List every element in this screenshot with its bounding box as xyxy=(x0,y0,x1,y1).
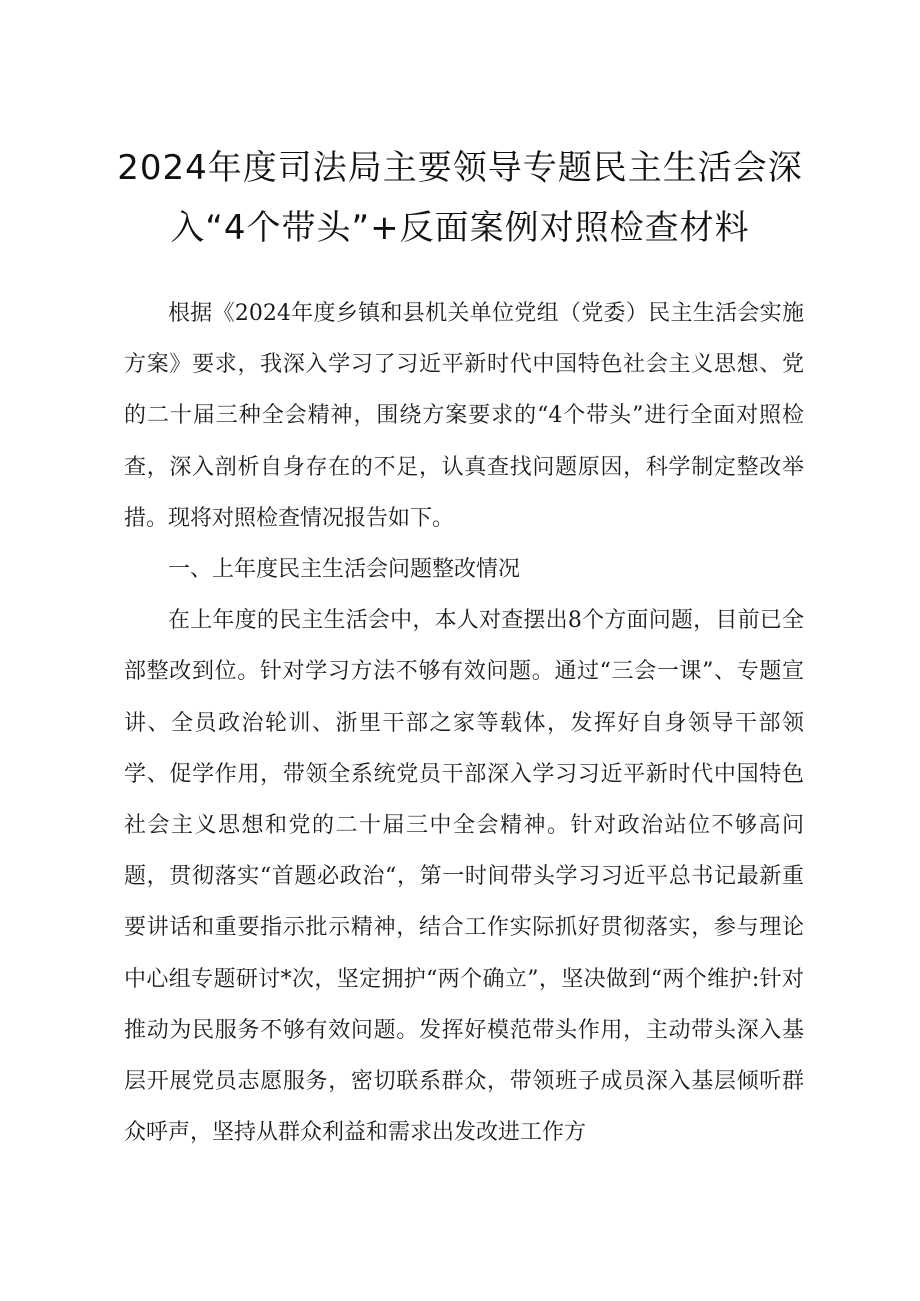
document-body xyxy=(124,288,804,1158)
document-title-line-2: 入“4个带头”+反面案例对照检查材料 xyxy=(170,208,750,248)
section-1-paragraph: 在上年度的民主生活会中，本人对查摆出8个方面问题，目前已全部整改到位。针对学习方法不够有效问题。通过“三会一课”、专题宣讲、全员政治轮训、浙里干部之家等载体，发挥好自身领导干部领学、促学作用，带领全系统党员干部深入学习习近平新时代中国特色社会主义思想和党的二十届三中全会精神。针对政治站位不够高问题，贯彻落实“首题必政治“，第一时间带头学习习近平总书记最新重要讲话和重要指示批示精神，结合工作实际抓好贯彻落实，参与理论中心组专题研讨*次，坚定拥护“两个确立”，坚决做到“两个维护:针对推动为民服务不够有效问题。发挥好模范带头作用，主动带头深入基层开展党员志愿服务，密切联系群众，带领班子成员深入基层倾听群众呼声，坚持从群众利益和需求出发改进工作方 xyxy=(124,608,804,1146)
document-title-line-1: 2024年度司法局主要领导专题民主生活会深 xyxy=(117,148,803,188)
section-1-heading: 一、上年度民主生活会问题整改情况 xyxy=(168,557,521,583)
intro-paragraph: 根据《2024年度乡镇和县机关单位党组（党委）民主生活会实施方案》要求，我深入学习了习近平新时代中国特色社会主义思想、党的二十届三种全会精神，围绕方案要求的“4个带头”进行全面对照检查，深入剖析自身存在的不足，认真查找问题原因，科学制定整改举措。现将对照检查情况报告如下。 xyxy=(124,301,804,531)
